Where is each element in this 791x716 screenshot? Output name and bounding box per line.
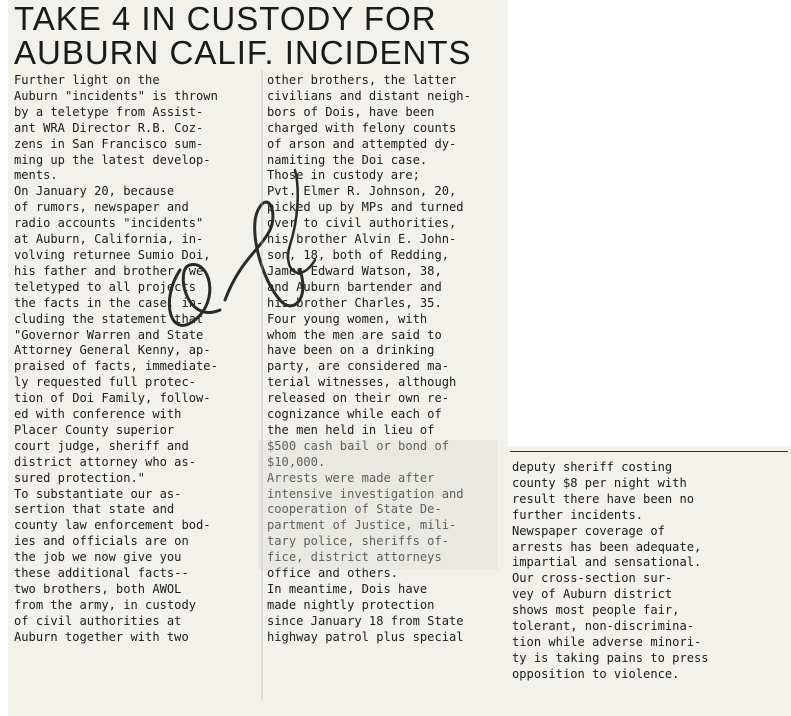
column-1-line: by a teletype from Assist- xyxy=(14,104,204,119)
column-2-line: cooperation of State De- xyxy=(267,502,442,517)
column-2-line: $500 cash bail or bond of xyxy=(267,438,450,453)
column-3-line: tolerant, non-discrimina- xyxy=(512,619,695,634)
column-1-line: these additional facts-- xyxy=(14,566,189,581)
column-1-line: cluding the statement that xyxy=(14,311,204,326)
column-2-line: terial witnesses, although xyxy=(267,375,457,390)
column-1-line: of rumors, newspaper and xyxy=(14,200,189,215)
column-3-line: county $8 per night with xyxy=(512,475,687,490)
column-1-line: To substantiate our as- xyxy=(14,486,182,501)
column-1-line: ies and officials are on xyxy=(14,534,189,549)
column-2-line: namiting the Doi case. xyxy=(267,152,428,167)
column-1-line: Attorney General Kenny, ap- xyxy=(14,343,211,358)
column-1-line: Auburn together with two xyxy=(14,629,189,644)
column-2-line: $10,000. xyxy=(267,454,326,469)
column-1-line: ed with conference with xyxy=(14,407,182,422)
column-3-line: opposition to violence. xyxy=(512,666,680,681)
column-2-line: of arson and attempted dy- xyxy=(267,136,457,151)
column-3-line: Newspaper coverage of xyxy=(512,523,665,538)
column-1-line: ly requested full protec- xyxy=(14,375,197,390)
column-2-line: highway patrol plus special xyxy=(267,629,464,644)
column-1-line: sertion that state and xyxy=(14,502,175,517)
column-1-line: On January 20, because xyxy=(14,184,175,199)
column-1-line: at Auburn, California, in- xyxy=(14,232,204,247)
column-2-line: other brothers, the latter xyxy=(267,73,457,87)
column-3-line: ty is taking pains to press xyxy=(512,650,709,665)
column-2-line: over to civil authorities, xyxy=(267,216,457,231)
column-1-line: praised of facts, immediate- xyxy=(14,359,218,374)
column-2-line: released on their own re- xyxy=(267,391,450,406)
column-2-line: the men held in lieu of xyxy=(267,422,435,437)
column-1-line: volving returnee Sumio Doi, xyxy=(14,247,211,262)
column-2-line: Pvt. Elmer R. Johnson, 20, xyxy=(267,184,457,199)
headline-line-1: TAKE 4 IN CUSTODY FOR xyxy=(14,0,437,37)
column-2-line: office and others. xyxy=(267,566,399,581)
column-2-line: bors of Dois, have been xyxy=(267,104,435,119)
column-1-line: from the army, in custody xyxy=(14,597,197,612)
column-1-line: the facts in the case, in- xyxy=(14,295,204,310)
column-1-line: the job we now give you xyxy=(14,550,182,565)
column-2-line: charged with felony counts xyxy=(267,120,457,135)
column-2-line: his brother Alvin E. John- xyxy=(267,232,457,247)
column-3-line: arrests has been adequate, xyxy=(512,539,702,554)
column-3-line: shows most people fair, xyxy=(512,603,680,618)
column-1-line: tion of Doi Family, follow- xyxy=(14,391,211,406)
column-2-line: since January 18 from State xyxy=(267,613,464,628)
column-2-line: made nightly protection xyxy=(267,597,435,612)
headline-line-2: AUBURN CALIF. INCIDENTS xyxy=(14,34,472,71)
column-2-line: partment of Justice, mili- xyxy=(267,518,457,533)
column-2-line: cognizance while each of xyxy=(267,407,442,422)
column-1-line: Placer County superior xyxy=(14,422,175,437)
column-2-line: have been on a drinking xyxy=(267,343,435,358)
column-2-line: intensive investigation and xyxy=(267,486,464,501)
column-1-line: ant WRA Director R.B. Coz- xyxy=(14,120,204,135)
column-1-line: "Governor Warren and State xyxy=(14,327,204,342)
column-1-line: radio accounts "incidents" xyxy=(14,216,204,231)
column-1-line: county law enforcement bod- xyxy=(14,518,211,533)
column-2-line: tary police, sheriffs of- xyxy=(267,534,450,549)
column-1-line: ming up the latest develop- xyxy=(14,152,211,167)
column-2-line: In meantime, Dois have xyxy=(267,582,428,596)
column-2-line: party, are considered ma- xyxy=(267,359,450,374)
column-1-line: two brothers, both AWOL xyxy=(14,582,182,596)
column-3-line: Our cross-section sur- xyxy=(512,571,673,586)
column-2-line: son, 18, both of Redding, xyxy=(267,247,450,262)
column-2-line: picked up by MPs and turned xyxy=(267,200,464,215)
column-1-line: court judge, sheriff and xyxy=(14,438,189,453)
column-3-line: deputy sheriff costing xyxy=(512,460,673,474)
column-1-line: of civil authorities at xyxy=(14,613,182,628)
column-2-line: whom the men are said to xyxy=(267,327,442,342)
column-2-line: Arrests were made after xyxy=(267,470,435,485)
column-divider-rule xyxy=(510,451,788,452)
column-1-line: sured protection." xyxy=(14,470,146,485)
column-1-line: Auburn "incidents" is thrown xyxy=(14,88,218,103)
column-3-line: vey of Auburn district xyxy=(512,587,673,602)
column-3-line: further incidents. xyxy=(512,507,644,522)
column-1-line: his father and brother, we xyxy=(14,263,204,278)
column-1-line: ments. xyxy=(14,168,58,183)
column-1-line: zens in San Francisco sum- xyxy=(14,136,204,151)
headline xyxy=(14,2,508,70)
column-3-line: tion while adverse minori- xyxy=(512,634,702,649)
column-2-line: fice, district attorneys xyxy=(267,550,442,565)
column-2-line: James Edward Watson, 38, xyxy=(267,263,442,278)
column-1-line: Further light on the xyxy=(14,73,160,87)
column-2-line: his brother Charles, 35. xyxy=(267,295,442,310)
column-1-line: district attorney who as- xyxy=(14,454,197,469)
column-2-line: and Auburn bartender and xyxy=(267,279,442,294)
handwritten-signature-scribble xyxy=(150,150,380,350)
column-2-line: Those in custody are; xyxy=(267,168,420,183)
column-3-line: result there have been no xyxy=(512,491,695,506)
column-3-line: impartial and sensational. xyxy=(512,555,702,570)
column-2-line: civilians and distant neigh- xyxy=(267,88,471,103)
column-1-line: teletyped to all projects xyxy=(14,279,197,294)
article-column-3 xyxy=(512,460,787,683)
column-2-line: Four young women, with xyxy=(267,311,428,326)
